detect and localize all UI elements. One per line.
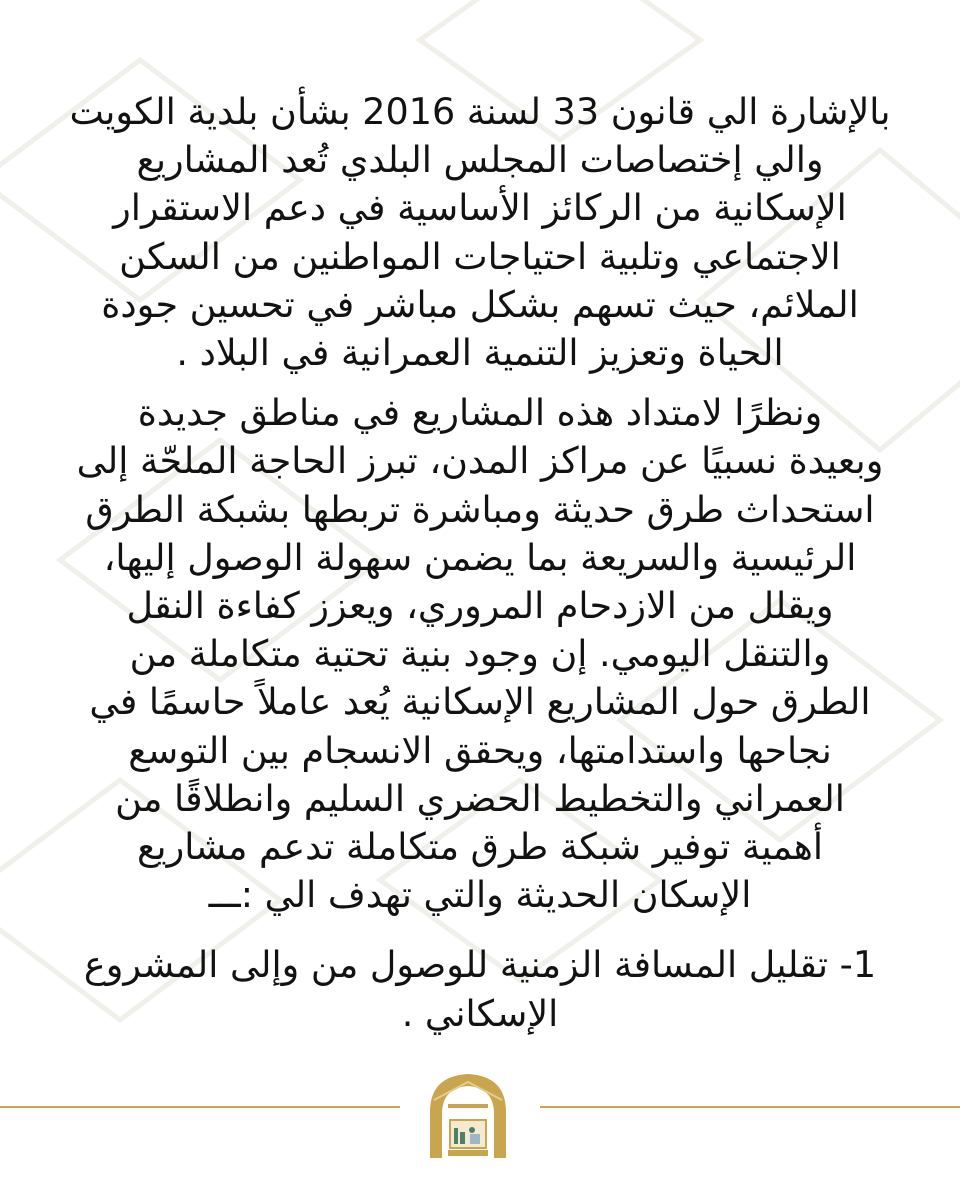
divider-left — [0, 1106, 400, 1108]
footer-logo-row — [0, 1070, 960, 1160]
text-line: الملائم، حيث تسهم بشكل مباشر في تحسين جودة — [101, 282, 859, 326]
text-line: والتنقل اليومي. إن وجود بنية تحتية متكاملة من — [129, 632, 831, 676]
document-body — [30, 88, 930, 1038]
text-line: الاجتماعي وتلبية احتياجات المواطنين من السكن — [119, 234, 841, 278]
text-line: الإسكانية من الركائز الأساسية في دعم الاستقرار — [113, 186, 847, 230]
text-line: نجاحها واستدامتها، ويحقق الانسجام بين التوسع — [128, 728, 832, 772]
text-line: الطرق حول المشاريع الإسكانية يُعد عاملاً حاسمًا في — [89, 680, 871, 724]
text-line: 1- تقليل المسافة الزمنية للوصول من وإلى المشروع — [83, 943, 877, 987]
text-line: الرئيسية والسريعة بما يضمن سهولة الوصول إليها، — [103, 535, 857, 579]
municipal-council-logo-icon — [420, 1070, 516, 1160]
text-line: الإسكان الحديثة والتي تهدف الي :ـــ — [208, 873, 752, 917]
text-line: استحداث طرق حديثة ومباشرة تربطها بشبكة الطرق — [85, 487, 875, 531]
goal-list-item-1 — [30, 941, 930, 1037]
text-line: الحياة وتعزيز التنمية العمرانية في البلاد . — [176, 331, 784, 375]
text-line: ونظرًا لامتداد هذه المشاريع في مناطق جديدة — [137, 391, 823, 435]
text-line: والي إختصاصات المجلس البلدي تُعد المشاريع — [136, 138, 824, 182]
context-paragraph — [30, 389, 930, 919]
text-line: العمراني والتخطيط الحضري السليم وانطلاقًا من — [115, 776, 845, 820]
text-line: الإسكاني . — [401, 991, 559, 1035]
intro-paragraph — [30, 88, 930, 377]
text-line: بالإشارة الي قانون 33 لسنة 2016 بشأن بلدية الكويت — [69, 90, 891, 133]
divider-right — [540, 1106, 960, 1108]
text-line: وبعيدة نسبيًا عن مراكز المدن، تبرز الحاجة الملحّة إلى — [76, 439, 884, 483]
text-line: أهمية توفير شبكة طرق متكاملة تدعم مشاريع — [136, 825, 823, 869]
text-line: ويقلل من الازدحام المروري، ويعزز كفاءة النقل — [126, 584, 834, 628]
